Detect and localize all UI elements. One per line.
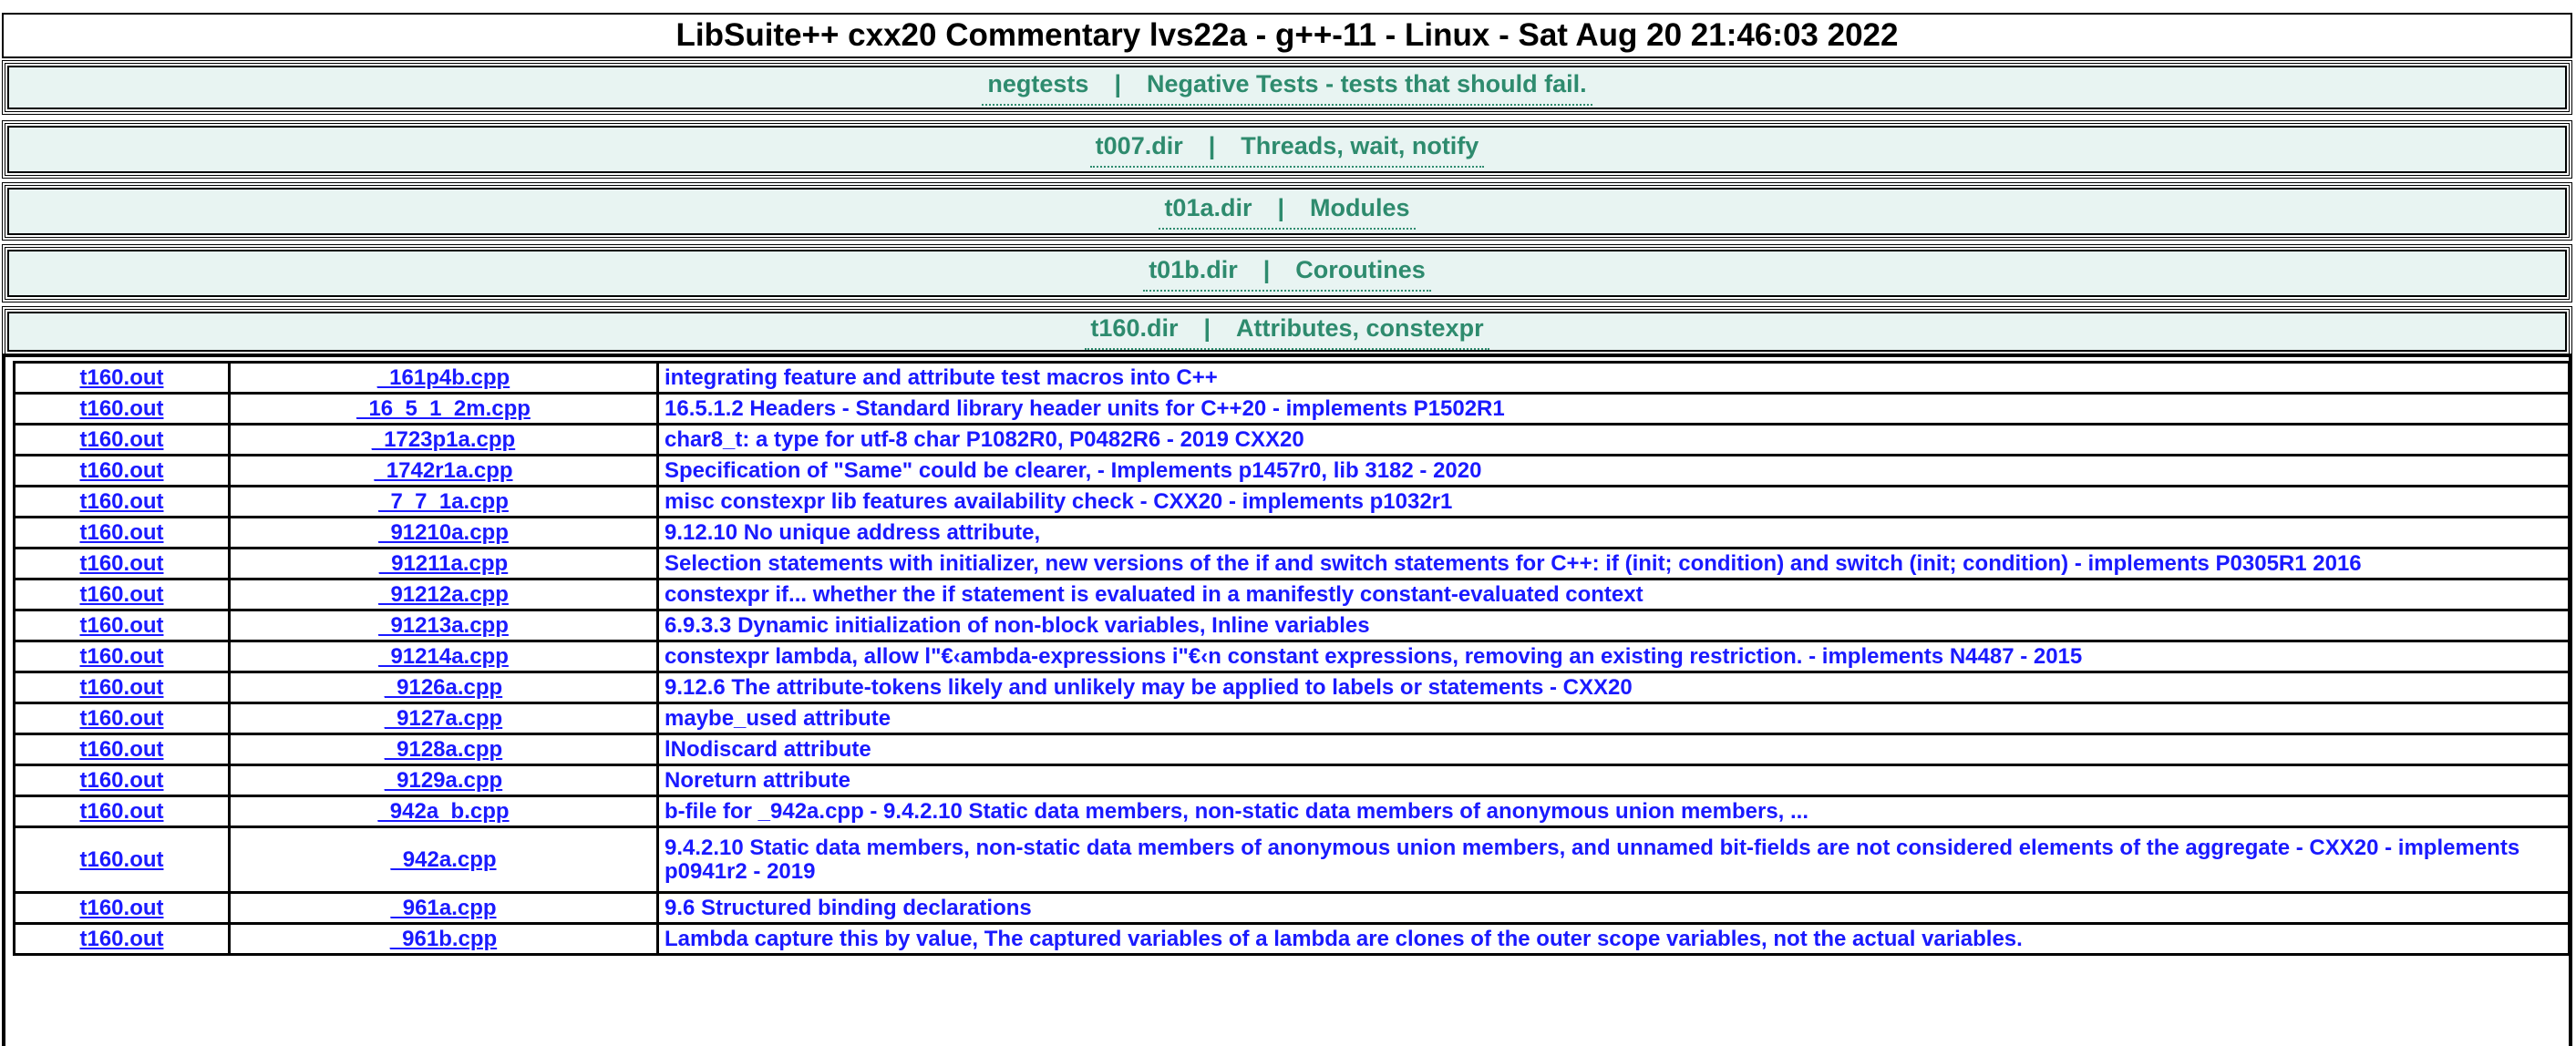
section-separator: | (1114, 69, 1121, 97)
out-file-link[interactable]: t160.out (79, 519, 164, 545)
description-cell: char8_t: a type for utf-8 char P1082R0, P0482R6 - 2019 CXX20 (658, 425, 2570, 456)
out-file-link[interactable]: t160.out (79, 395, 164, 421)
section-link-t01a[interactable] (1159, 194, 1415, 230)
section-link-t160[interactable] (1085, 314, 1489, 350)
cpp-cell (230, 363, 658, 394)
section-negtests (2, 60, 2572, 115)
out-cell (15, 518, 230, 549)
cpp-cell (230, 487, 658, 518)
table-row (15, 363, 2570, 394)
out-file-link[interactable]: t160.out (79, 798, 164, 824)
table-row (15, 549, 2570, 579)
cpp-file-link[interactable]: _942a_b.cpp (377, 798, 510, 824)
results-table-body (15, 363, 2570, 955)
section-desc: Modules (1310, 193, 1410, 221)
cpp-file-link[interactable]: _7_7_1a.cpp (378, 488, 509, 514)
section-t160 (2, 306, 2572, 357)
section-dir: t007.dir (1095, 131, 1183, 159)
cpp-cell (230, 672, 658, 703)
section-dir: t160.dir (1090, 313, 1179, 342)
cpp-file-link[interactable]: _9129a.cpp (384, 767, 503, 793)
table-row (15, 672, 2570, 703)
description-cell: constexpr if... whether the if statement is evaluated in a manifestly constant-evaluated context (658, 579, 2570, 610)
out-cell (15, 641, 230, 672)
section-link-negtests[interactable] (982, 70, 1592, 106)
section-desc: Negative Tests - tests that should fail. (1147, 69, 1587, 97)
section-separator: | (1208, 131, 1216, 159)
cpp-file-link[interactable]: _942a.cpp (390, 846, 497, 872)
out-file-link[interactable]: t160.out (79, 705, 164, 731)
cpp-file-link[interactable]: _1723p1a.cpp (371, 426, 516, 452)
cpp-file-link[interactable]: _9126a.cpp (384, 674, 503, 700)
cpp-cell (230, 796, 658, 827)
description-cell: 9.6 Structured binding declarations (658, 893, 2570, 924)
table-row (15, 456, 2570, 487)
section-separator: | (1262, 255, 1271, 283)
section-banner (7, 126, 2567, 173)
cpp-cell (230, 893, 658, 924)
cpp-file-link[interactable]: _9128a.cpp (384, 736, 503, 762)
out-cell (15, 549, 230, 579)
section-desc: Threads, wait, notify (1241, 131, 1479, 159)
cpp-cell (230, 394, 658, 425)
results-table (13, 361, 2571, 956)
section-banner (7, 250, 2567, 297)
out-cell (15, 924, 230, 955)
description-cell: Lambda capture this by value, The captured variables of a lambda are clones of the outer scope variables, not the actual variables. (658, 924, 2570, 955)
results-table-container (2, 354, 2572, 1046)
out-file-link[interactable]: t160.out (79, 488, 164, 514)
cpp-cell (230, 456, 658, 487)
table-row (15, 924, 2570, 955)
table-row (15, 579, 2570, 610)
cpp-cell (230, 641, 658, 672)
cpp-cell (230, 734, 658, 765)
description-cell: maybe_used attribute (658, 703, 2570, 734)
cpp-file-link[interactable]: _161p4b.cpp (376, 364, 510, 390)
table-row (15, 827, 2570, 893)
out-cell (15, 425, 230, 456)
table-row (15, 796, 2570, 827)
cpp-cell (230, 610, 658, 641)
out-cell (15, 893, 230, 924)
cpp-cell (230, 518, 658, 549)
section-banner (7, 312, 2567, 352)
out-cell (15, 796, 230, 827)
description-cell: constexpr lambda, allow l"€‹ambda-expressions i"€‹n constant expressions, removing an existing restriction. - implements N4487 - 2015 (658, 641, 2570, 672)
out-file-link[interactable]: t160.out (79, 364, 164, 390)
cpp-file-link[interactable]: _961b.cpp (389, 926, 498, 951)
out-cell (15, 394, 230, 425)
out-file-link[interactable]: t160.out (79, 926, 164, 951)
description-cell: 16.5.1.2 Headers - Standard library header units for C++20 - implements P1502R1 (658, 394, 2570, 425)
out-file-link[interactable]: t160.out (79, 426, 164, 452)
section-banner (7, 188, 2567, 235)
table-row (15, 610, 2570, 641)
out-file-link[interactable]: t160.out (79, 674, 164, 700)
section-desc: Coroutines (1295, 255, 1426, 283)
cpp-cell (230, 827, 658, 893)
page-title: LibSuite++ cxx20 Commentary lvs22a - g++-11 - Linux - Sat Aug 20 21:46:03 2022 (675, 17, 1899, 53)
description-cell: Noreturn attribute (658, 765, 2570, 796)
out-cell (15, 487, 230, 518)
table-row (15, 765, 2570, 796)
out-file-link[interactable]: t160.out (79, 457, 164, 483)
description-cell: Selection statements with initializer, new versions of the if and switch statements for C++: if (init; condition) and switch (init; condition) - implements P0305R1 2016 (658, 549, 2570, 579)
out-file-link[interactable]: t160.out (79, 846, 164, 872)
cpp-file-link[interactable]: _961a.cpp (390, 895, 497, 920)
out-cell (15, 827, 230, 893)
cpp-cell (230, 765, 658, 796)
section-t01a (2, 182, 2572, 241)
section-link-t01b[interactable] (1143, 256, 1431, 292)
description-cell: 9.4.2.10 Static data members, non-static data members of anonymous union members, and unnamed bit-fields are not considered elements of the aggregate - CXX20 - implements p0941r2 - 2019 (658, 827, 2570, 893)
table-row (15, 394, 2570, 425)
description-cell: misc constexpr lib features availability check - CXX20 - implements p1032r1 (658, 487, 2570, 518)
out-cell (15, 456, 230, 487)
cpp-file-link[interactable]: _91212a.cpp (378, 581, 509, 607)
section-banner (7, 66, 2567, 109)
description-cell: 9.12.6 The attribute-tokens likely and unlikely may be applied to labels or statements - CXX20 (658, 672, 2570, 703)
out-cell (15, 734, 230, 765)
cpp-cell (230, 549, 658, 579)
cpp-cell (230, 924, 658, 955)
cpp-file-link[interactable]: _9127a.cpp (384, 705, 503, 731)
table-row (15, 518, 2570, 549)
table-row (15, 703, 2570, 734)
section-t007 (2, 120, 2572, 179)
description-cell: Specification of "Same" could be clearer, - Implements p1457r0, lib 3182 - 2020 (658, 456, 2570, 487)
cpp-file-link[interactable]: _91213a.cpp (378, 612, 509, 638)
section-separator: | (1277, 193, 1285, 221)
description-cell: lNodiscard attribute (658, 734, 2570, 765)
cpp-cell (230, 579, 658, 610)
table-row (15, 893, 2570, 924)
description-cell: 9.12.10 No unique address attribute, (658, 518, 2570, 549)
out-cell (15, 703, 230, 734)
out-file-link[interactable]: t160.out (79, 736, 164, 762)
cpp-file-link[interactable]: _91214a.cpp (378, 643, 509, 669)
cpp-cell (230, 425, 658, 456)
out-file-link[interactable]: t160.out (79, 550, 164, 576)
cpp-file-link[interactable]: _16_5_1_2m.cpp (356, 395, 531, 421)
section-dir: t01a.dir (1164, 193, 1252, 221)
cpp-file-link[interactable]: _91210a.cpp (378, 519, 509, 545)
out-cell (15, 765, 230, 796)
table-row (15, 425, 2570, 456)
section-link-t007[interactable] (1090, 132, 1485, 168)
section-separator: | (1203, 313, 1211, 342)
out-file-link[interactable]: t160.out (79, 581, 164, 607)
section-t01b (2, 244, 2572, 303)
out-file-link[interactable]: t160.out (79, 612, 164, 638)
table-row (15, 734, 2570, 765)
out-file-link[interactable]: t160.out (79, 643, 164, 669)
description-cell: b-file for _942a.cpp - 9.4.2.10 Static data members, non-static data members of anonymous union members, ... (658, 796, 2570, 827)
out-cell (15, 672, 230, 703)
section-dir: t01b.dir (1149, 255, 1238, 283)
cpp-file-link[interactable]: _91211a.cpp (378, 550, 509, 576)
out-cell (15, 579, 230, 610)
description-cell: 6.9.3.3 Dynamic initialization of non-block variables, Inline variables (658, 610, 2570, 641)
section-desc: Attributes, constexpr (1236, 313, 1484, 342)
page-header (2, 13, 2572, 58)
out-cell (15, 363, 230, 394)
table-row (15, 641, 2570, 672)
out-cell (15, 610, 230, 641)
description-cell: integrating feature and attribute test macros into C++ (658, 363, 2570, 394)
section-dir: negtests (987, 69, 1089, 97)
table-row (15, 487, 2570, 518)
out-file-link[interactable]: t160.out (79, 895, 164, 920)
cpp-file-link[interactable]: _1742r1a.cpp (374, 457, 513, 483)
out-file-link[interactable]: t160.out (79, 767, 164, 793)
cpp-cell (230, 703, 658, 734)
